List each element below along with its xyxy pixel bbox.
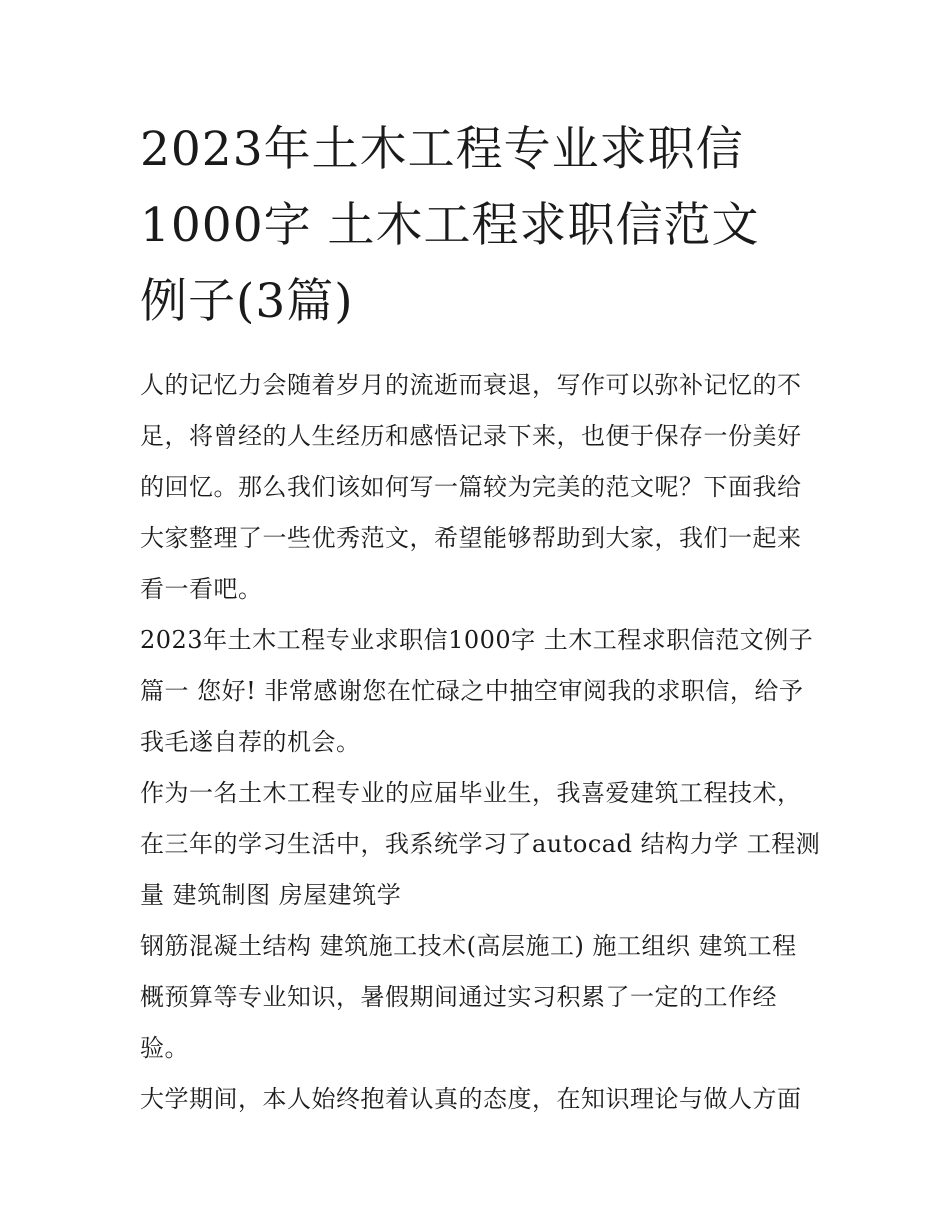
- document-title: [140, 112, 830, 340]
- text-line: 我毛遂自荐的机会。: [140, 728, 361, 756]
- paragraph-university: [140, 1074, 830, 1125]
- document-page: [140, 112, 830, 1125]
- title-line-2: 1000字 土木工程求职信范文: [140, 198, 760, 253]
- text-line: 在三年的学习生活中，我系统学习了autocad 结构力学 工程测: [140, 830, 821, 858]
- text-line: 钢筋混凝土结构 建筑施工技术(高层施工) 施工组织 建筑工程: [140, 932, 797, 960]
- text-line: 作为一名土木工程专业的应届毕业生，我喜爱建筑工程技术，: [140, 779, 802, 807]
- paragraph-courses: [140, 921, 830, 1074]
- paragraph-intro: [140, 360, 830, 615]
- text-line: 概预算等专业知识，暑假期间通过实习积累了一定的工作经: [140, 983, 777, 1011]
- text-line: 看一看吧。: [140, 575, 263, 603]
- text-line: 的回忆。那么我们该如何写一篇较为完美的范文呢？下面我给: [140, 473, 802, 501]
- text-line: 量 建筑制图 房屋建筑学: [140, 881, 402, 909]
- text-line: 2023年土木工程专业求职信1000字 土木工程求职信范文例子: [140, 626, 814, 654]
- paragraph-greeting: [140, 615, 830, 768]
- title-line-1: 2023年土木工程专业求职信: [140, 122, 744, 177]
- text-line: 足，将曾经的人生经历和感悟记录下来，也便于保存一份美好: [140, 422, 802, 450]
- text-line: 大学期间，本人始终抱着认真的态度，在知识理论与做人方面: [140, 1085, 802, 1113]
- paragraph-studies: [140, 768, 830, 921]
- text-line: 验。: [140, 1034, 189, 1062]
- title-line-3: 例子(3篇): [140, 274, 354, 329]
- text-line: 篇一 您好! 非常感谢您在忙碌之中抽空审阅我的求职信，给予: [140, 677, 804, 705]
- text-line: 大家整理了一些优秀范文，希望能够帮助到大家，我们一起来: [140, 524, 802, 552]
- text-line: 人的记忆力会随着岁月的流逝而衰退，写作可以弥补记忆的不: [140, 371, 802, 399]
